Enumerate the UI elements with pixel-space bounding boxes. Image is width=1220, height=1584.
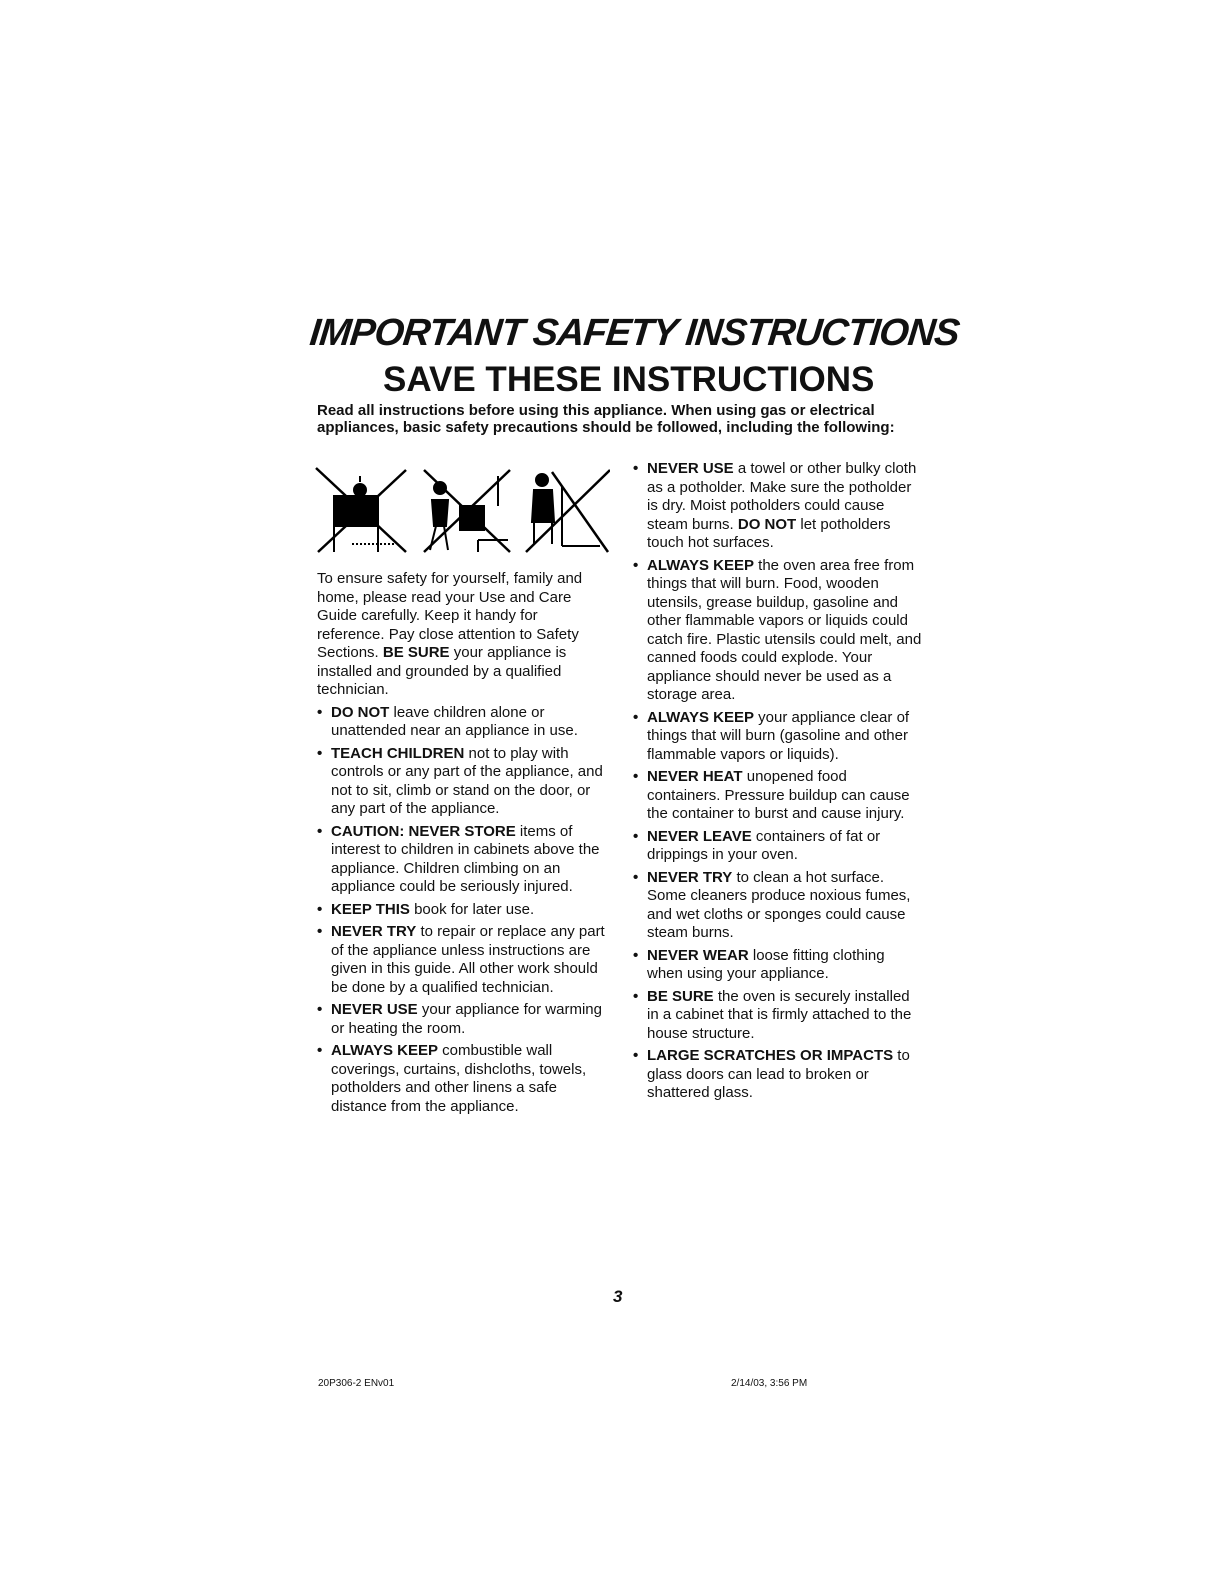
child-sitting-door-icon (526, 470, 610, 552)
safety-item-lead: NEVER USE (331, 1001, 418, 1018)
bullet-icon: • (317, 703, 323, 721)
intro-paragraph (317, 570, 605, 700)
safety-item-text: book for later use. (409, 900, 535, 918)
bullet-icon: • (633, 460, 639, 477)
safety-item (317, 745, 605, 819)
intro-paragraph-text-end: your appliance is installed and grounded by a qualified technician. (317, 644, 567, 698)
safety-item (633, 828, 923, 865)
bullet-icon: • (633, 708, 639, 726)
safety-item-lead: NEVER TRY (331, 923, 417, 940)
safety-item (633, 947, 923, 984)
safety-item-text: your appliance for warming or heating the room. (331, 1001, 602, 1037)
safety-item (633, 460, 923, 553)
safety-item-text: the oven area free from things that will burn. Food, wooden utensils, grease buildup, gasoline and other flammable vapors or liquids could catch fire. Plastic utensils could melt, and canned foods could explode. Your appliance should never be used as a storage area. (647, 556, 922, 703)
safety-item (317, 823, 605, 897)
bullet-icon: • (317, 1001, 323, 1018)
bullet-icon: • (317, 744, 323, 762)
safety-item-text: loose fitting clothing when using your appliance. (647, 946, 885, 982)
safety-item-text: unopened food containers. Pressure buildup can cause the container to burst and cause injury. (647, 768, 910, 822)
safety-item (317, 1042, 605, 1116)
bullet-icon: • (633, 556, 639, 574)
safety-item-lead: BE SURE (647, 987, 714, 1005)
safety-item-text: to repair or replace any part of the appliance unless instructions are given in this guide. All other work should be done by a qualified technician. (331, 923, 605, 996)
left-column (317, 570, 605, 1120)
intro-text: Read all instructions before using this appliance. When using gas or electrical appliances, basic safety precautions should be followed, including the following: (317, 402, 895, 436)
safety-item-lead: KEEP THIS (331, 900, 410, 918)
safety-item-text: a towel or other bulky cloth as a potholder. Make sure the potholder is dry. Moist potholders could cause steam burns. (647, 460, 917, 533)
safety-item-lead-secondary: DO NOT (737, 515, 797, 533)
right-safety-list (633, 460, 923, 1103)
right-column (633, 460, 923, 1107)
safety-item-lead: ALWAYS KEEP (331, 1042, 438, 1059)
safety-item-lead: NEVER USE (647, 460, 734, 477)
page-title: IMPORTANT SAFETY INSTRUCTIONS (307, 312, 961, 354)
safety-item-lead: NEVER WEAR (647, 946, 749, 964)
safety-item-text-secondary: let potholders touch hot surfaces. (647, 515, 891, 551)
safety-item (633, 1047, 923, 1103)
safety-item (317, 923, 605, 997)
safety-item-text: containers of fat or drippings in your oven. (647, 827, 881, 863)
safety-item (317, 1001, 605, 1038)
child-climbing-door-icon (316, 468, 406, 552)
safety-item-lead: ALWAYS KEEP (647, 556, 754, 574)
bullet-icon: • (633, 1047, 639, 1064)
child-playing-icon (424, 470, 510, 552)
left-safety-list (317, 704, 605, 1117)
safety-item-lead: NEVER HEAT (647, 768, 743, 785)
page-number: 3 (613, 1287, 623, 1306)
safety-item-lead: NEVER LEAVE (647, 827, 752, 845)
bullet-icon: • (633, 987, 639, 1005)
safety-item (633, 869, 923, 943)
bullet-icon: • (633, 827, 639, 845)
safety-item-lead: NEVER TRY (647, 868, 733, 886)
safety-item-lead: CAUTION: NEVER STORE (331, 822, 516, 840)
safety-pictograms (314, 466, 610, 556)
bullet-icon: • (633, 868, 639, 886)
intro-paragraph-bold: BE SURE (382, 644, 450, 661)
safety-item-lead: DO NOT (331, 703, 390, 721)
print-timestamp: 2/14/03, 3:56 PM (731, 1378, 808, 1389)
safety-item-text: the oven is securely installed in a cabinet that is firmly attached to the house structure. (647, 987, 912, 1042)
safety-item-text: combustible wall coverings, curtains, dishcloths, towels, potholders and other linens a safe distance from the appliance. (331, 1042, 587, 1115)
safety-item-text: your appliance clear of things that will burn (gasoline and other flammable vapors or liquids). (647, 708, 910, 763)
safety-item (317, 901, 605, 920)
safety-item-text: to clean a hot surface. Some cleaners produce noxious fumes, and wet cloths or sponges could cause steam burns. (647, 868, 911, 941)
safety-item-lead: TEACH CHILDREN (331, 744, 465, 762)
intro-paragraph-text: To ensure safety for yourself, family and home, please read your Use and Care Guide carefully. Keep it handy for reference. Pay close attention to Safety Sections. (317, 570, 583, 661)
document-code: 20P306-2 ENv01 (318, 1378, 395, 1389)
bullet-icon: • (317, 1042, 323, 1059)
bullet-icon: • (317, 900, 323, 918)
safety-item (633, 768, 923, 824)
bullet-icon: • (633, 946, 639, 964)
safety-item-lead: ALWAYS KEEP (647, 708, 754, 726)
bullet-icon: • (317, 923, 323, 940)
safety-item-text: leave children alone or unattended near an appliance in use. (331, 703, 578, 739)
safety-item-lead: LARGE SCRATCHES OR IMPACTS (647, 1047, 894, 1064)
safety-item (633, 988, 923, 1044)
bullet-icon: • (633, 768, 639, 785)
safety-item (317, 704, 605, 741)
page-subtitle: SAVE THESE INSTRUCTIONS (383, 360, 875, 399)
bullet-icon: • (317, 822, 323, 840)
safety-item-text: not to play with controls or any part of the appliance, and not to sit, climb or stand on the door, or any part of the appliance. (331, 744, 603, 817)
safety-item-text: items of interest to children in cabinets above the appliance. Children climbing on an appliance could be seriously injured. (331, 822, 600, 895)
safety-item-text: to glass doors can lead to broken or shattered glass. (647, 1047, 910, 1101)
safety-item (633, 557, 923, 705)
safety-item (633, 709, 923, 765)
